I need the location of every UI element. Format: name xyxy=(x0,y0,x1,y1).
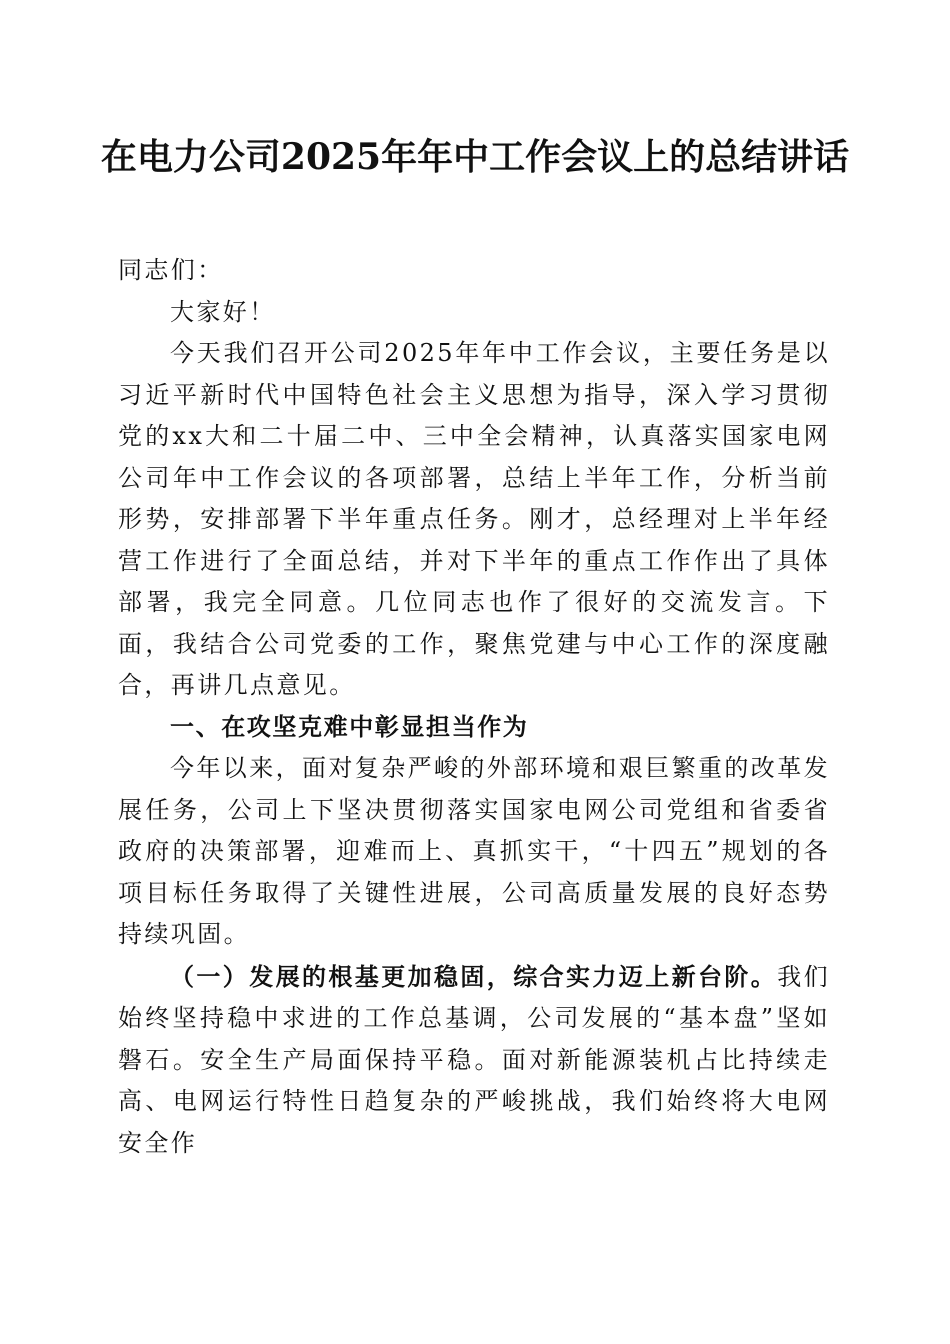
intro-paragraph: 今天我们召开公司2025年年中工作会议，主要任务是以习近平新时代中国特色社会主义思想为指导，深入学习贯彻党的xx大和二十届二中、三中全会精神，认真落实国家电网公司年中工作会议的各项部署，总结上半年工作，分析当前形势，安排部署下半年重点任务。刚才，总经理对上半年经营工作进行了全面总结，并对下半年的重点工作作出了具体部署，我完全同意。几位同志也作了很好的交流发言。下面，我结合公司党委的工作，聚焦党建与中心工作的深度融合，再讲几点意见。 xyxy=(118,339,830,699)
subsection-heading-1: （一）发展的根基更加稳固，综合实力迈上新台阶。 xyxy=(170,961,778,991)
section-heading-1: 一、在攻坚克难中彰显担当作为 xyxy=(170,712,529,741)
greeting: 大家好！ xyxy=(170,297,276,326)
salutation: 同志们： xyxy=(118,256,224,284)
subsection-1-paragraph xyxy=(118,956,830,1165)
section-1-paragraph: 今年以来，面对复杂严峻的外部环境和艰巨繁重的改革发展任务，公司上下坚决贯彻落实国家电网公司党组和省委省政府的决策部署，迎难而上、真抓实干，“十四五”规划的各项目标任务取得了关键性进展，公司高质量发展的良好态势持续巩固。 xyxy=(118,754,830,948)
document-title: 在电力公司2025年年中工作会议上的总结讲话 xyxy=(100,136,850,178)
subsection-1-text: 我们始终坚持稳中求进的工作总基调，公司发展的“基本盘”坚如磐石。安全生产局面保持平稳。面对新能源装机占比持续走高、电网运行特性日趋复杂的严峻挑战，我们始终将大电网安全作 xyxy=(118,962,831,1157)
document-body xyxy=(118,250,830,1164)
